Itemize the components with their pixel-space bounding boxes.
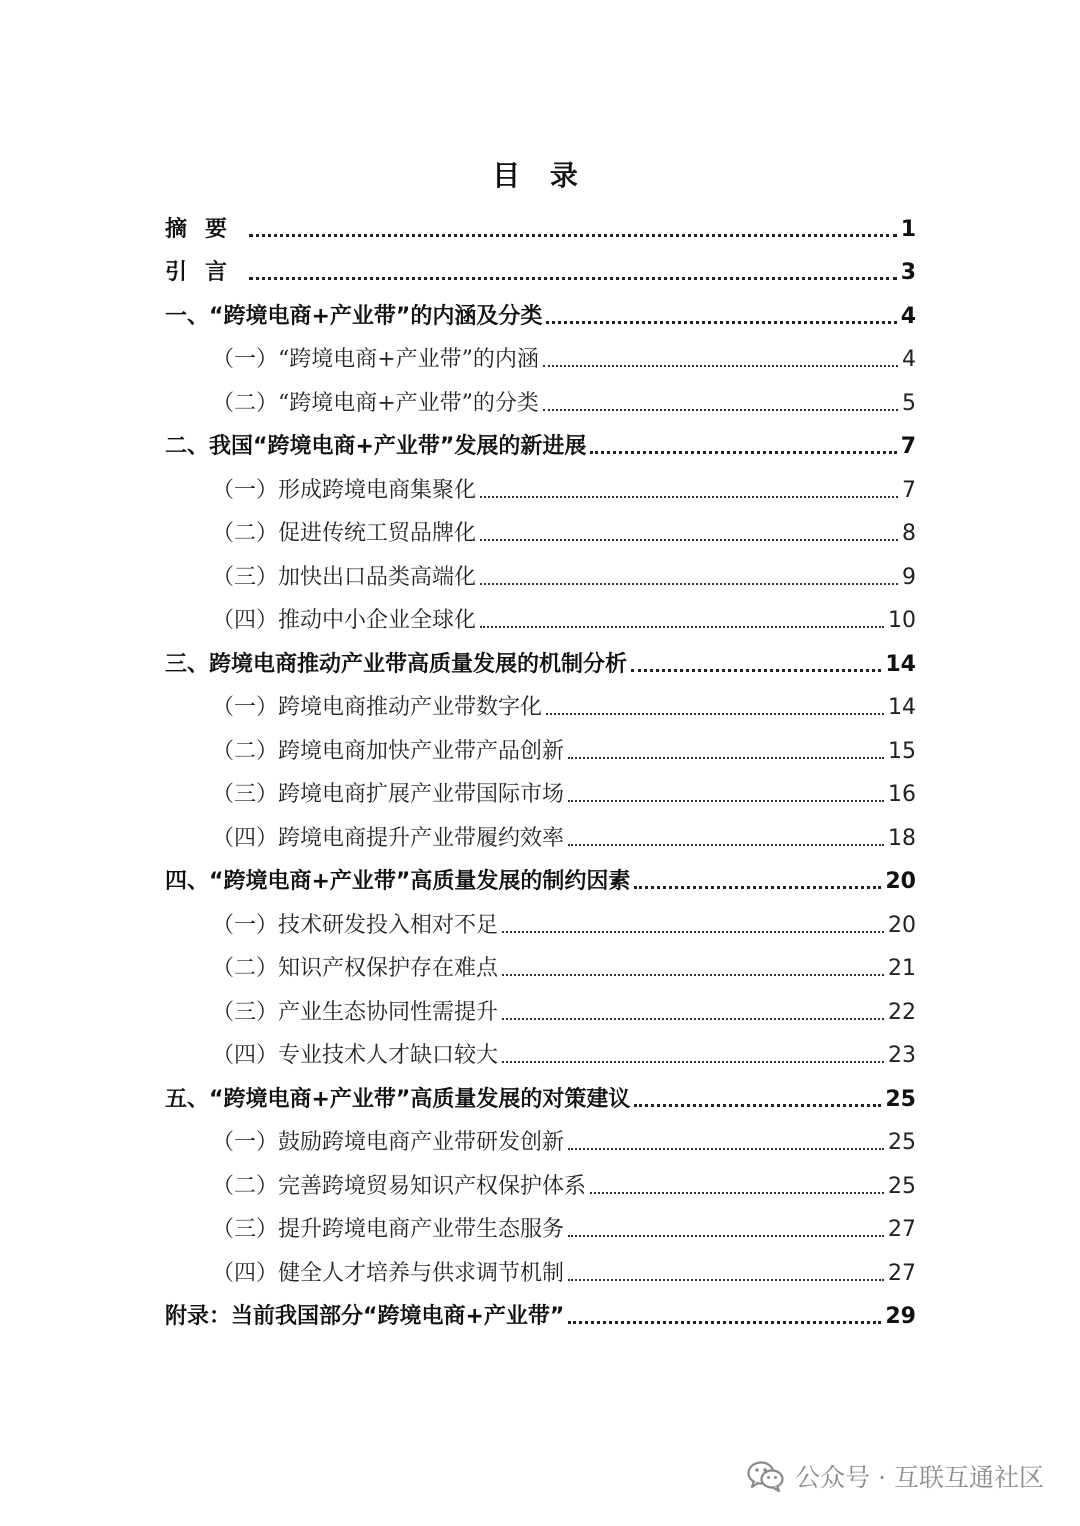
toc-entry-section-2-3[interactable] [165,549,916,593]
toc-leader-dots [480,626,884,628]
toc-entry-section-1-2[interactable] [165,375,916,419]
toc-entry-page: 16 [888,782,916,807]
toc-entry-page: 25 [885,1086,916,1112]
toc-entry-text: （二）跨境电商加快产业带产品创新 [212,738,565,764]
toc-leader-dots [634,1104,881,1107]
toc-entry-text: 五、“跨境电商+产业带”高质量发展的对策建议 [165,1086,631,1112]
toc-entry-page: 27 [888,1260,916,1286]
toc-entry-page: 5 [902,390,916,416]
toc-entry-chapter-2[interactable] [165,419,916,463]
toc-title: 目 录 [492,159,588,192]
toc-entry-section-1-1[interactable] [165,332,916,376]
toc-leader-dots [249,234,897,237]
toc-leader-dots [546,713,884,715]
toc-entry-page: 4 [902,347,916,372]
toc-entry-text: 摘要 [165,216,246,242]
wechat-icon [747,1460,785,1492]
toc-entry-text: （一）形成跨境电商集聚化 [212,477,477,503]
toc-entry-section-3-1[interactable] [165,680,916,724]
toc-entry-page: 10 [888,608,916,633]
toc-leader-dots [631,669,881,672]
toc-entry-page: 20 [888,912,916,938]
watermark [747,1456,1044,1496]
toc-entry-text: （四）跨境电商提升产业带履约效率 [212,825,565,851]
toc-entry-page: 14 [888,695,916,720]
toc-entry-text: （三）加快出口品类高端化 [212,564,477,590]
toc-entry-page: 22 [888,999,916,1025]
toc-leader-dots [502,931,884,933]
toc-entry-appendix[interactable] [165,1289,916,1333]
toc-entry-text: 四、“跨境电商+产业带”高质量发展的制约因素 [165,869,631,894]
toc-entry-page: 1 [900,216,916,242]
toc-entry-text: 二、我国“跨境电商+产业带”发展的新进展 [165,434,587,459]
toc-leader-dots [546,321,896,324]
toc-entry-section-5-2[interactable] [165,1158,916,1202]
toc-leader-dots [480,496,898,498]
toc-entry-text: （三）跨境电商扩展产业带国际市场 [212,782,565,807]
toc-entry-text: （四）推动中小企业全球化 [212,608,477,633]
toc-entry-chapter-5[interactable] [165,1071,916,1115]
toc-entry-abstract[interactable] [165,201,916,245]
toc-entry-page: 25 [888,1173,916,1199]
toc-entry-section-2-4[interactable] [165,593,916,637]
toc-entry-section-3-3[interactable] [165,767,916,811]
toc-entry-chapter-3[interactable] [165,636,916,680]
toc-entry-page: 7 [902,477,916,503]
toc-leader-dots [543,409,898,411]
watermark-text: 公众号 · 互联互通社区 [795,1463,1044,1492]
toc-entry-section-5-1[interactable] [165,1115,916,1159]
toc-leader-dots [568,1321,881,1324]
toc-leader-dots [634,886,881,889]
toc-entry-section-5-3[interactable] [165,1202,916,1246]
toc-list [165,201,916,1332]
toc-entry-page: 23 [888,1043,916,1068]
toc-entry-page: 7 [900,434,916,459]
toc-entry-section-4-1[interactable] [165,897,916,941]
toc-entry-section-3-4[interactable] [165,810,916,854]
toc-entry-page: 9 [902,564,916,590]
toc-entry-text: （四）专业技术人才缺口较大 [212,1043,499,1068]
toc-entry-page: 27 [888,1217,916,1242]
toc-entry-text: （三）提升跨境电商产业带生态服务 [212,1217,565,1242]
toc-leader-dots [590,451,896,454]
toc-leader-dots [568,1235,884,1237]
toc-entry-page: 21 [888,956,916,981]
toc-entry-page: 25 [888,1130,916,1155]
toc-entry-text: （二）完善跨境贸易知识产权保护体系 [212,1173,587,1199]
toc-entry-text: 附录：当前我国部分“跨境电商+产业带” [165,1304,565,1329]
toc-entry-page: 8 [902,521,916,546]
toc-entry-section-3-2[interactable] [165,723,916,767]
toc-entry-text: 引言 [165,260,246,285]
toc-entry-page: 3 [900,260,916,285]
toc-leader-dots [568,757,884,759]
toc-entry-text: （三）产业生态协同性需提升 [212,999,499,1025]
toc-entry-page: 4 [900,303,916,329]
toc-leader-dots [249,277,897,280]
toc-leader-dots [568,844,884,846]
toc-entry-text: （一）跨境电商推动产业带数字化 [212,695,543,720]
toc-entry-text: （一）鼓励跨境电商产业带研发创新 [212,1130,565,1155]
toc-entry-text: （二）知识产权保护存在难点 [212,956,499,981]
toc-entry-chapter-1[interactable] [165,288,916,332]
toc-entry-chapter-4[interactable] [165,854,916,898]
toc-leader-dots [480,539,898,541]
toc-entry-text: （一）技术研发投入相对不足 [212,912,499,938]
toc-leader-dots [480,583,898,585]
toc-entry-section-4-3[interactable] [165,984,916,1028]
toc-leader-dots [568,1279,884,1281]
toc-entry-text: （四）健全人才培养与供求调节机制 [212,1260,565,1286]
toc-entry-page: 29 [885,1304,916,1329]
toc-leader-dots [568,800,884,802]
toc-entry-section-2-2[interactable] [165,506,916,550]
toc-leader-dots [502,974,884,976]
toc-entry-section-4-4[interactable] [165,1028,916,1072]
toc-entry-text: （一）“跨境电商+产业带”的内涵 [212,347,539,372]
toc-entry-text: 一、“跨境电商+产业带”的内涵及分类 [165,303,543,329]
toc-entry-text: （二）“跨境电商+产业带”的分类 [212,390,539,416]
toc-entry-page: 20 [885,869,916,894]
toc-entry-page: 15 [888,738,916,764]
toc-leader-dots [543,365,898,367]
toc-entry-section-2-1[interactable] [165,462,916,506]
toc-leader-dots [502,1061,884,1063]
toc-leader-dots [502,1018,884,1020]
toc-entry-section-4-2[interactable] [165,941,916,985]
toc-entry-text: （二）促进传统工贸品牌化 [212,521,477,546]
toc-leader-dots [590,1192,884,1194]
toc-leader-dots [568,1148,884,1150]
toc-entry-page: 18 [888,825,916,851]
toc-entry-text: 三、跨境电商推动产业带高质量发展的机制分析 [165,651,628,677]
toc-entry-section-5-4[interactable] [165,1245,916,1289]
toc-entry-page: 14 [885,651,916,677]
toc-entry-introduction[interactable] [165,245,916,289]
